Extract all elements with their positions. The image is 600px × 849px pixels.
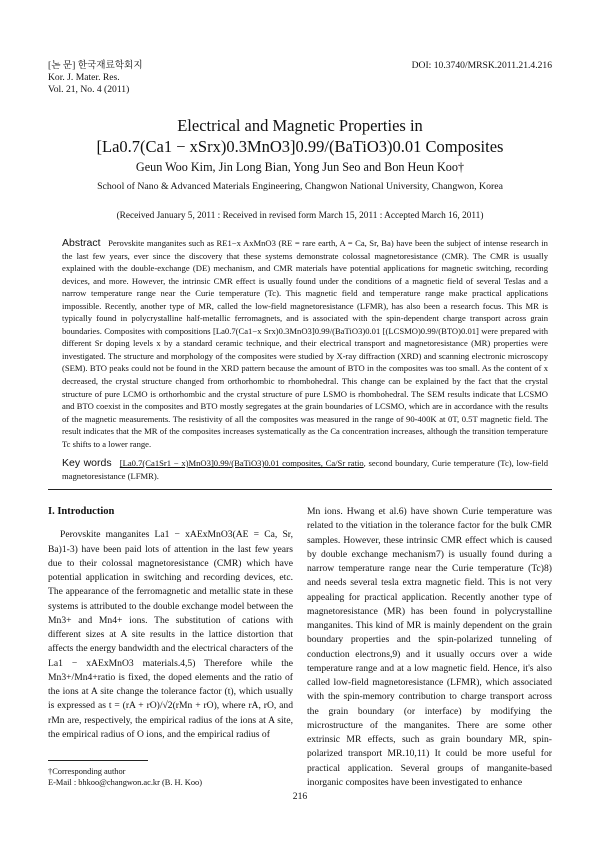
journal-name-korean: [논 문] 한국재료학회지	[48, 60, 143, 71]
title-line-2: [La0.7(Ca1 − xSrx)0.3MnO3]0.99/(BaTiO3)0.01 Composites	[96, 137, 504, 156]
keywords-label: Key words	[62, 457, 112, 469]
abstract-label: Abstract	[62, 237, 101, 249]
abstract	[62, 237, 548, 450]
intro-paragraph-left: Perovskite manganites La1 − xAExMnO3(AE = Ca, Sr, Ba)1-3) have been paid lots of attention in the last few years due to their colossal magnetoresistance (CMR) which have potential application in switching and recording devices, etc. The appearance of the ferromagnetic and metallic state in these systems is attributed to the double exchange model between the Mn3+ and Mn4+ ions. The substitution of cations with different sizes at A site results in the lattice distortion that affects the energy bandwidth and the electrical characters of the La1 − xAExMnO3 materials.4,5) Therefore while the Mn3+/Mn4+ratio is fixed, the doped elements and the ratio of the ions at A site change the tolerance factor (t), which usually is expressed as t = (rA + rO)/√2(rMn + rO), where rA, rO, and rMn are, respectively, the empirical radius of the ions at A site, the empirical radius of O ions, and the empirical radius of	[48, 529, 293, 740]
received-dates: (Received January 5, 2011 : Received in revised form March 15, 2011 : Accepted March 16, 2011)	[116, 211, 484, 221]
section-heading: I. Introduction	[48, 506, 115, 517]
keywords-underlined: [La0.7(Ca1Sr1 − x)MnO3]0.99/(BaTiO3)0.01 composites, Ca/Sr ratio	[119, 458, 364, 468]
affiliation: School of Nano & Advanced Materials Engineering, Changwon National University, Changwon, Korea	[97, 181, 503, 192]
footnote-divider	[48, 760, 148, 761]
doi: DOI: 10.3740/MRSK.2011.21.4.216	[411, 60, 552, 71]
title-line-1: Electrical and Magnetic Properties in	[177, 116, 423, 135]
paper-title	[0, 115, 600, 157]
keywords	[62, 457, 548, 482]
footnote	[48, 766, 202, 788]
author-list: Geun Woo Kim, Jin Long Bian, Yong Jun Seo and Bon Heun Koo†	[135, 160, 465, 174]
journal-volume: Vol. 21, No. 4 (2011)	[48, 84, 130, 95]
section-divider	[48, 489, 552, 490]
intro-paragraph-right: Mn ions. Hwang et al.6) have shown Curie temperature was related to the vitiation in the tolerance factor for the bulk CMR samples. However, these intrinsic CMR effect which is caused by double exchange mechanism7) is usually found during a narrow temperature range near the Curie temperature (Tc)8) and needs several tesla extra magnetic field. This is not very appealing for practical application. Recently another type of magnetoresistance (MR) has been found in polycrystalline manganites. This kind of MR is mainly dependent on the grain boundary properties and the spin-polarized tunneling of conduction electrons,9) and it usually occurs over a wide temperature range and at a low magnetic field. Hence, it's also called low-field magnetoresistance (LFMR), which associated with the spin-memory contribution to charge transport across the grain boundary (or interface) by modifying the microstructure of the manganites. There are some other extrinsic MR effects, such as grain boundary MR, spin-polarized transport MR.10,11) It could be more useful for practical application. Several groups of manganite-based inorganic composites have been investigated to enhance	[307, 506, 552, 788]
page-number: 216	[292, 791, 308, 802]
keywords-rest: , second boundary, Curie temperature (Tc), low-field magnetoresistance (LFMR).	[62, 458, 548, 481]
abstract-text: Perovskite manganites such as RE1−x AxMnO3 (RE = rare earth, A = Ca, Sr, Ba) have been the subject of intense research in the last few years, ever since the discovery that these systems demonstrate colossal magnetoresistance (CMR). The CMR is usually explained with the double-exchange (DE) mechanism, and CMR materials have potential applications for magnetic switching, recording devices, and more. However, the intrinsic CMR effect is usually found under the conditions of a magnetic field of several Teslas and a narrow temperature range near the Curie temperature (Tc). This magnetic field and temperature range make practical applications impossible. Recently, another type of MR, called the low-field magnetoresistance (LFMR), has also been a research focus. This MR is typically found in polycrystalline half-metallic ferromagnets, and is associated with the spin-dependent charge transport across grain boundaries. Composites with compositions [La0.7(Ca1−x Srx)0.3MnO3]0.99/(BaTiO3)0.01 [(LCSMO)0.99/(BTO)0.01] were prepared with different Sr doping levels x by a standard ceramic technique, and their electrical transport and magnetoresistance (MR) properties were investigated. The structure and morphology of the composites were studied by X-ray diffraction (XRD) and scanning electronic microscopy (SEM). BTO peaks could not be found in the XRD pattern because the amount of BTO in the composites was too small. As the content of x decreased, the crystal structure changed from orthorhombic to rhombohedral. This change can be explained by the fact that the crystal structure of pure LCMO is orthorhombic and the crystal structure of pure LSMO is rhombohedral. The SEM results indicate that LCSMO and BTO coexist in the composites and BTO mostly segregates at the grain boundaries of LCSMO, which are in accordance with the results of the magnetic measurements. The resistivity of all the composites was measured in the range of 90-400K at 0T, 0.5T magnetic field. The result indicates that the MR of the composites increases systematically as the Ca concentration increases, although the transition temperature Tc shifts to a lower range.	[62, 238, 548, 449]
journal-header	[48, 60, 143, 96]
right-column	[307, 505, 552, 790]
journal-name-english: Kor. J. Mater. Res.	[48, 72, 120, 83]
corresponding-author: †Corresponding author	[48, 767, 126, 776]
left-column	[48, 505, 293, 742]
author-email: E-Mail : bhkoo@changwon.ac.kr (B. H. Koo)	[48, 778, 203, 787]
